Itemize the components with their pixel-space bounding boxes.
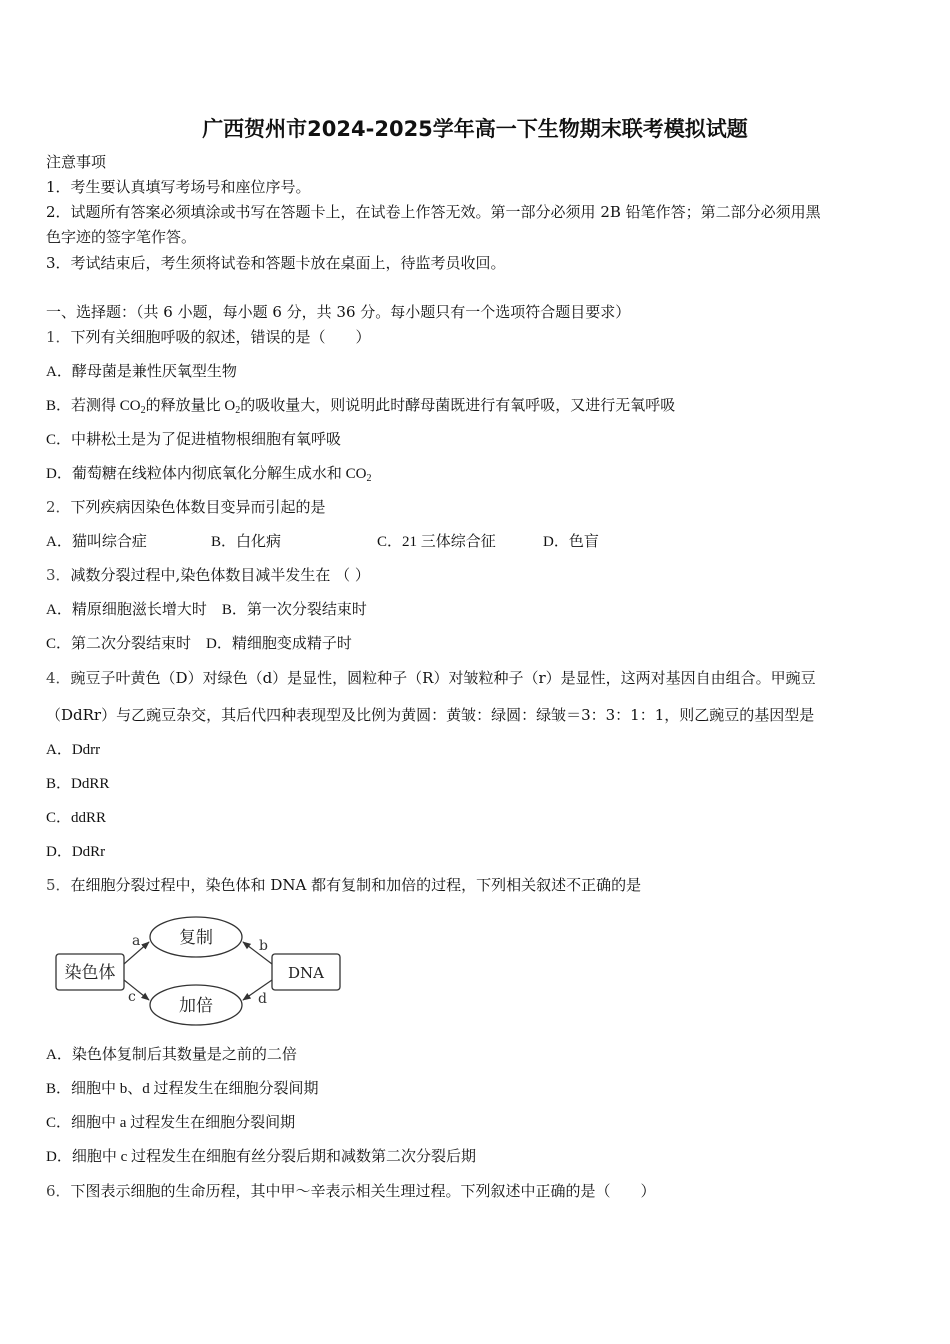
question-2-option-b: B．白化病 bbox=[211, 534, 282, 550]
question-1-option-b-text-1: B．若测得 CO bbox=[46, 398, 141, 414]
question-1-text: 下列有关细胞呼吸的叙述，错误的是（ ） bbox=[70, 328, 371, 346]
chromosome-dna-diagram bbox=[50, 912, 350, 1030]
question-1-option-d bbox=[46, 462, 371, 484]
question-1-option-b-sub-2: 2 bbox=[235, 405, 241, 416]
question-4-number: 4． bbox=[46, 669, 71, 687]
question-6-stem bbox=[46, 1180, 656, 1201]
question-4-stem-line-1 bbox=[46, 667, 816, 688]
question-4-option-d: D．DdRr bbox=[46, 844, 106, 860]
question-3-text: 减数分裂过程中,染色体数目减半发生在 （ ） bbox=[70, 566, 370, 584]
notice-item-1: 1．考生要认真填写考场号和座位序号。 bbox=[46, 178, 311, 196]
question-1-option-a: A．酵母菌是兼性厌氧型生物 bbox=[46, 364, 237, 380]
question-2-option-d: D．色盲 bbox=[543, 534, 599, 550]
notice-item-2-line-2: 色字迹的签字笔作答。 bbox=[46, 228, 197, 246]
dna-label: DNA bbox=[288, 964, 324, 982]
notice-heading: 注意事项 bbox=[46, 153, 107, 171]
label-d: d bbox=[258, 991, 267, 1007]
label-b: b bbox=[259, 938, 268, 954]
question-2-text: 下列疾病因染色体数目变异而引起的是 bbox=[70, 498, 326, 516]
question-5-text: 在细胞分裂过程中，染色体和 DNA 都有复制和加倍的过程，下列相关叙述不正确的是 bbox=[70, 876, 642, 894]
question-3-number: 3． bbox=[46, 566, 71, 584]
question-4-stem-line-2: （DdRr）与乙豌豆杂交，其后代四种表现型及比例为黄圆：黄皱：绿圆：绿皱＝3：3：1：1，则乙豌豆的基因型是 bbox=[46, 706, 815, 724]
notice-item-2-line-1: 2．试题所有答案必须填涂或书写在答题卡上，在试卷上作答无效。第一部分必须用 2B 铅笔作答；第二部分必须用黑 bbox=[46, 203, 821, 221]
question-1-option-b-sub-1: 2 bbox=[140, 405, 146, 416]
notice-item-3: 3．考试结束后，考生须将试卷和答题卡放在桌面上，待监考员收回。 bbox=[46, 254, 506, 272]
replicate-label: 复制 bbox=[179, 928, 213, 948]
section-heading: 一、选择题：（共 6 小题，每小题 6 分，共 36 分。每小题只有一个选项符合题目要求） bbox=[46, 303, 631, 321]
double-label: 加倍 bbox=[179, 996, 213, 1016]
question-6-text: 下图表示细胞的生命历程，其中甲～辛表示相关生理过程。下列叙述中正确的是（ ） bbox=[70, 1182, 656, 1200]
question-2-option-c: C．21 三体综合征 bbox=[377, 534, 496, 550]
question-2-stem bbox=[46, 496, 326, 517]
question-6-number: 6． bbox=[46, 1182, 71, 1200]
label-c: c bbox=[128, 989, 136, 1005]
question-5-number: 5． bbox=[46, 876, 71, 894]
question-4-option-c: C．ddRR bbox=[46, 810, 107, 826]
question-4-option-b: B．DdRR bbox=[46, 776, 110, 792]
question-3-options-ab: A．精原细胞滋长增大时 B．第一次分裂结束时 bbox=[46, 602, 367, 618]
question-4-option-a: A．Ddrr bbox=[46, 742, 101, 758]
question-1-option-b-text-2: 的释放量比 O bbox=[145, 398, 236, 414]
question-1-option-c: C．中耕松土是为了促进植物根细胞有氧呼吸 bbox=[46, 432, 342, 448]
question-5-option-c: C．细胞中 a 过程发生在细胞分裂间期 bbox=[46, 1115, 296, 1131]
question-5-stem bbox=[46, 874, 641, 895]
question-2-option-a: A．猫叫综合症 bbox=[46, 534, 147, 550]
question-3-stem bbox=[46, 564, 370, 585]
question-5-option-b: B．细胞中 b、d 过程发生在细胞分裂间期 bbox=[46, 1081, 319, 1097]
question-1-option-d-text: D．葡萄糖在线粒体内彻底氧化分解生成水和 CO bbox=[46, 466, 367, 482]
question-1-stem bbox=[46, 326, 371, 347]
question-1-option-d-sub: 2 bbox=[366, 473, 372, 484]
label-a: a bbox=[132, 933, 141, 949]
question-3-options-cd: C．第二次分裂结束时 D．精细胞变成精子时 bbox=[46, 636, 352, 652]
question-5-option-d: D．细胞中 c 过程发生在细胞有丝分裂后期和减数第二次分裂后期 bbox=[46, 1149, 476, 1165]
question-1-number: 1． bbox=[46, 328, 71, 346]
chromosome-label: 染色体 bbox=[64, 963, 116, 983]
page-title: 广西贺州市2024-2025学年高一下生物期末联考模拟试题 bbox=[202, 117, 748, 141]
question-5-option-a: A．染色体复制后其数量是之前的二倍 bbox=[46, 1047, 297, 1063]
question-1-option-b bbox=[46, 394, 675, 416]
question-1-option-b-text-3: 的吸收量大，则说明此时酵母菌既进行有氧呼吸，又进行无氧呼吸 bbox=[240, 398, 676, 414]
question-4-text-1: 豌豆子叶黄色（D）对绿色（d）是显性，圆粒种子（R）对皱粒种子（r）是显性，这两对基因自由组合。甲豌豆 bbox=[70, 669, 816, 687]
question-2-number: 2． bbox=[46, 498, 71, 516]
